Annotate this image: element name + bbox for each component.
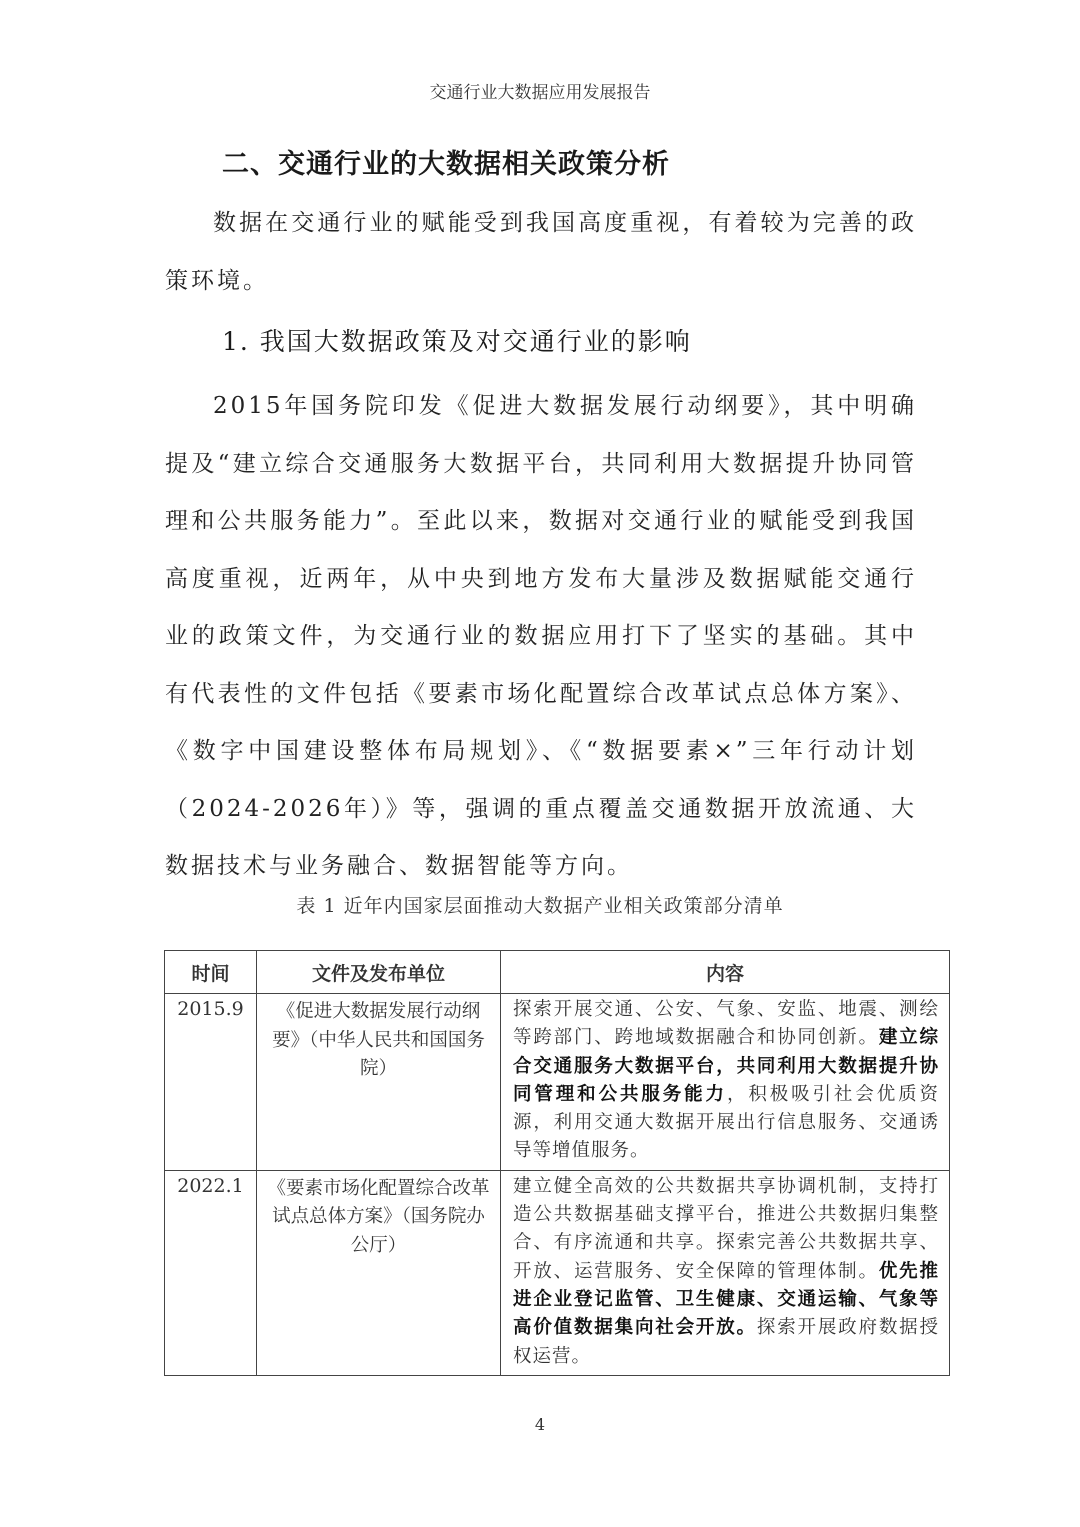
table-row (165, 994, 950, 1171)
row-content (501, 1170, 950, 1375)
table-row (165, 1170, 950, 1375)
row-time: 2022.1 (165, 1170, 257, 1375)
page-number: 4 (534, 1415, 546, 1434)
table-caption: 表 1 近年内国家层面推动大数据产业相关政策部分清单 (296, 895, 784, 917)
running-header: 交通行业大数据应用发展报告 (429, 83, 651, 103)
content-highlight: 建立综合交通服务大数据平台，共同利用大数据提升协同管理和公共服务能力 (513, 1027, 939, 1105)
content-text: 探索开展交通、公安、气象、安监、地震、测绘等跨部门、跨地域数据融合和协同创新。 (513, 999, 939, 1049)
table-header-row (165, 951, 950, 994)
body-paragraph: 2015年国务院印发《促进大数据发展行动纲要》，其中明确提及“建立综合交通服务大数据平台，共同利用大数据提升协同管理和公共服务能力”。至此以来，数据对交通行业的赋能受到我国高度重视，近两年，从中央到地方发布大量涉及数据赋能交通行业的政策文件，为交通行业的数据应用打下了坚实的基础。其中有代表性的文件包括《要素市场化配置综合改革试点总体方案》、《数字中国建设整体布局规划》、《“数据要素×”三年行动计划（2024-2026年）》等，强调的重点覆盖交通数据开放流通、大数据技术与业务融合、数据智能等方向。 (165, 393, 917, 879)
content-highlight: 优先推进企业登记监管、卫生健康、交通运输、气象等高价值数据集向社会开放。 (513, 1260, 939, 1339)
intro-paragraph: 数据在交通行业的赋能受到我国高度重视，有着较为完善的政策环境。 (165, 210, 917, 294)
subheading: 1. 我国大数据政策及对交通行业的影响 (222, 327, 692, 356)
row-content (501, 994, 950, 1171)
section-title: 二、交通行业的大数据相关政策分析 (222, 149, 670, 180)
header-content: 内容 (501, 951, 950, 994)
row-document: 《要素市场化配置综合改革试点总体方案》（国务院办公厅） (257, 1170, 501, 1375)
row-document: 《促进大数据发展行动纲要》（中华人民共和国国务院） (257, 994, 501, 1171)
content-text: ，积极吸引社会优质资源，利用交通大数据开展出行信息服务、交通诱导等增值服务。 (513, 1083, 939, 1162)
policy-table (164, 950, 950, 1376)
row-time: 2015.9 (165, 994, 257, 1171)
header-document: 文件及发布单位 (257, 951, 501, 994)
header-time: 时间 (165, 951, 257, 994)
content-text: 建立健全高效的公共数据共享协调机制，支持打造公共数据基础支撑平台，推进公共数据归集整合、有序流通和共享。探索完善公共数据共享、开放、运营服务、安全保障的管理体制。 (513, 1175, 939, 1282)
content-text: 探索开展政府数据授权运营。 (513, 1317, 939, 1367)
